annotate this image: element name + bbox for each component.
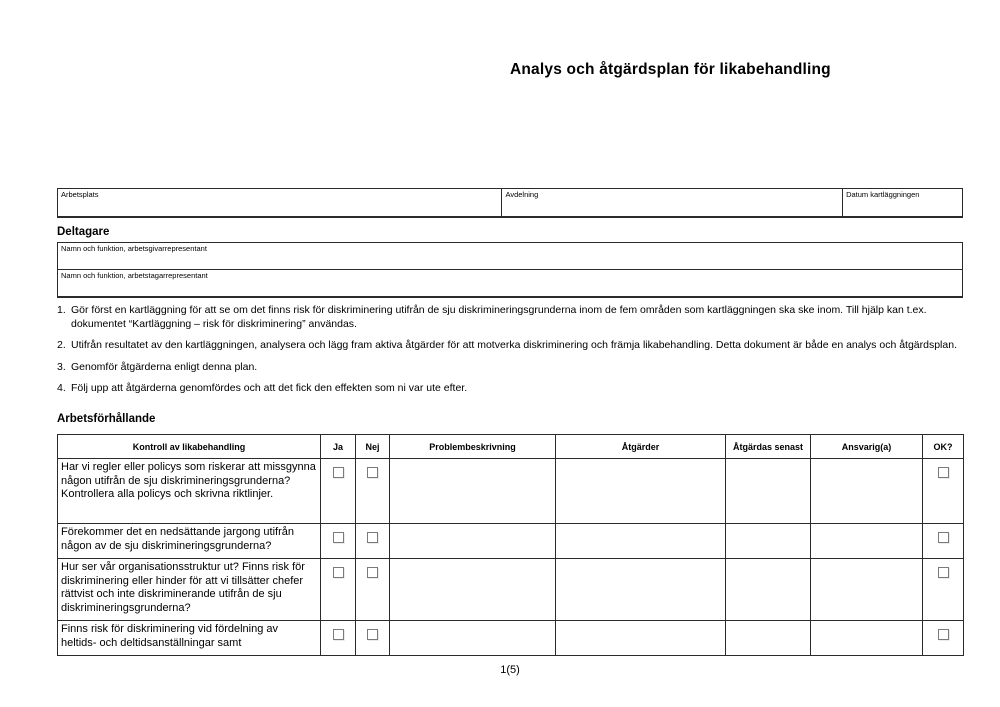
ok-cell	[923, 459, 964, 524]
nej-cell	[356, 621, 390, 656]
ok-checkbox[interactable]	[938, 467, 949, 478]
ok-checkbox[interactable]	[938, 532, 949, 543]
ok-checkbox[interactable]	[938, 567, 949, 578]
nej-cell	[356, 559, 390, 621]
instruction-item	[57, 382, 969, 396]
ja-cell	[321, 459, 356, 524]
instructions-list	[57, 304, 969, 404]
ok-cell	[923, 559, 964, 621]
table-row	[58, 459, 964, 524]
table-row	[58, 524, 964, 559]
nej-checkbox[interactable]	[367, 567, 378, 578]
page-title: Analys och åtgärdsplan för likabehandling	[510, 61, 831, 78]
instruction-number: 4.	[57, 382, 66, 394]
nej-checkbox[interactable]	[367, 467, 378, 478]
instruction-item	[57, 304, 969, 331]
nej-checkbox[interactable]	[367, 532, 378, 543]
atgardas-senast-cell[interactable]	[726, 621, 811, 656]
ja-checkbox[interactable]	[333, 629, 344, 640]
atgarder-cell[interactable]	[556, 621, 726, 656]
question-cell: Hur ser vår organisationsstruktur ut? Finns risk för diskriminering eller hinder för att vi tillsätter chefer rättvist och inte diskriminerande utifrån de sju diskrimineringsgrunderna?	[58, 559, 321, 621]
problembeskrivning-cell[interactable]	[390, 621, 556, 656]
ja-checkbox[interactable]	[333, 467, 344, 478]
arbetsplats-label: Arbetsplats	[61, 190, 99, 199]
instruction-text: Utifrån resultatet av den kartläggningen, analysera och lägg fram aktiva åtgärder för att motverka diskriminering och främja likabehandling. Detta dokument är både en analys och åtgärdsplan.	[71, 339, 957, 351]
nej-checkbox[interactable]	[367, 629, 378, 640]
arbetstagarrepresentant-field[interactable]	[58, 270, 963, 297]
col-header-atgardas-senast: Åtgärdas senast	[726, 435, 811, 459]
problembeskrivning-cell[interactable]	[390, 524, 556, 559]
avdelning-field[interactable]	[502, 189, 843, 217]
ok-cell	[923, 621, 964, 656]
question-cell: Finns risk för diskriminering vid fördelning av heltids- och deltidsanställningar samt	[58, 621, 321, 656]
ok-checkbox[interactable]	[938, 629, 949, 640]
instruction-text: Gör först en kartläggning för att se om det finns risk för diskriminering utifrån de sju diskrimineringsgrunderna inom de fem områden som kartläggningen ska ske inom. Till hjälp kan t.ex. dokumentet “Kartläggning – risk för diskriminering” användas.	[71, 304, 927, 330]
instruction-text: Genomför åtgärderna enligt denna plan.	[71, 360, 258, 373]
problembeskrivning-cell[interactable]	[390, 459, 556, 524]
question-cell: Har vi regler eller policys som riskerar att missgynna någon utifrån de sju diskrimineringsgrunderna? Kontrollera alla policys och skrivna riktlinjer.	[58, 459, 321, 524]
table-header-row	[58, 435, 964, 459]
page-number: 1(5)	[500, 664, 520, 676]
arbetsplats-field[interactable]	[58, 189, 502, 217]
col-header-nej: Nej	[356, 435, 390, 459]
atgardas-senast-cell[interactable]	[726, 459, 811, 524]
instruction-item	[57, 339, 969, 353]
arbetsgivarrepresentant-field[interactable]	[58, 243, 963, 270]
arbetsforhallande-table	[57, 434, 964, 656]
ja-cell	[321, 559, 356, 621]
ansvarig-cell[interactable]	[811, 621, 923, 656]
col-header-ansvarig: Ansvarig(a)	[811, 435, 923, 459]
atgarder-cell[interactable]	[556, 559, 726, 621]
ja-checkbox[interactable]	[333, 532, 344, 543]
ansvarig-cell[interactable]	[811, 459, 923, 524]
nej-cell	[356, 524, 390, 559]
instruction-number: 3.	[57, 360, 66, 373]
instruction-item	[57, 361, 969, 375]
deltagare-heading: Deltagare	[57, 226, 110, 238]
ja-checkbox[interactable]	[333, 567, 344, 578]
atgardas-senast-cell[interactable]	[726, 524, 811, 559]
table-row	[58, 559, 964, 621]
ja-cell	[321, 621, 356, 656]
instruction-number: 2.	[57, 339, 66, 351]
avdelning-label: Avdelning	[505, 190, 539, 199]
header-fields-table	[57, 188, 963, 218]
problembeskrivning-cell[interactable]	[390, 559, 556, 621]
table-row	[58, 621, 964, 656]
arbetsgivarrepresentant-label: Namn och funktion, arbetsgivarrepresentant	[61, 244, 207, 253]
datum-kartlaggningen-field[interactable]	[843, 189, 963, 217]
ansvarig-cell[interactable]	[811, 559, 923, 621]
datum-kartlaggningen-label: Datum kartläggningen	[846, 190, 920, 199]
col-header-ja: Ja	[321, 435, 356, 459]
atgardas-senast-cell[interactable]	[726, 559, 811, 621]
col-header-ok: OK?	[923, 435, 964, 459]
instruction-number: 1.	[57, 304, 66, 316]
ja-cell	[321, 524, 356, 559]
col-header-kontroll: Kontroll av likabehandling	[58, 435, 321, 459]
col-header-problembeskrivning: Problembeskrivning	[390, 435, 556, 459]
atgarder-cell[interactable]	[556, 524, 726, 559]
instruction-text: Följ upp att åtgärderna genomfördes och att det fick den effekten som ni var ute efter.	[71, 382, 468, 394]
ansvarig-cell[interactable]	[811, 524, 923, 559]
ok-cell	[923, 524, 964, 559]
nej-cell	[356, 459, 390, 524]
atgarder-cell[interactable]	[556, 459, 726, 524]
arbetstagarrepresentant-label: Namn och funktion, arbetstagarrepresentant	[61, 271, 208, 280]
question-cell: Förekommer det en nedsättande jargong utifrån någon av de sju diskrimineringsgrunderna?	[58, 524, 321, 559]
section-heading-arbetsforhallande: Arbetsförhållande	[57, 413, 156, 425]
deltagare-table	[57, 242, 963, 298]
col-header-atgarder: Åtgärder	[556, 435, 726, 459]
